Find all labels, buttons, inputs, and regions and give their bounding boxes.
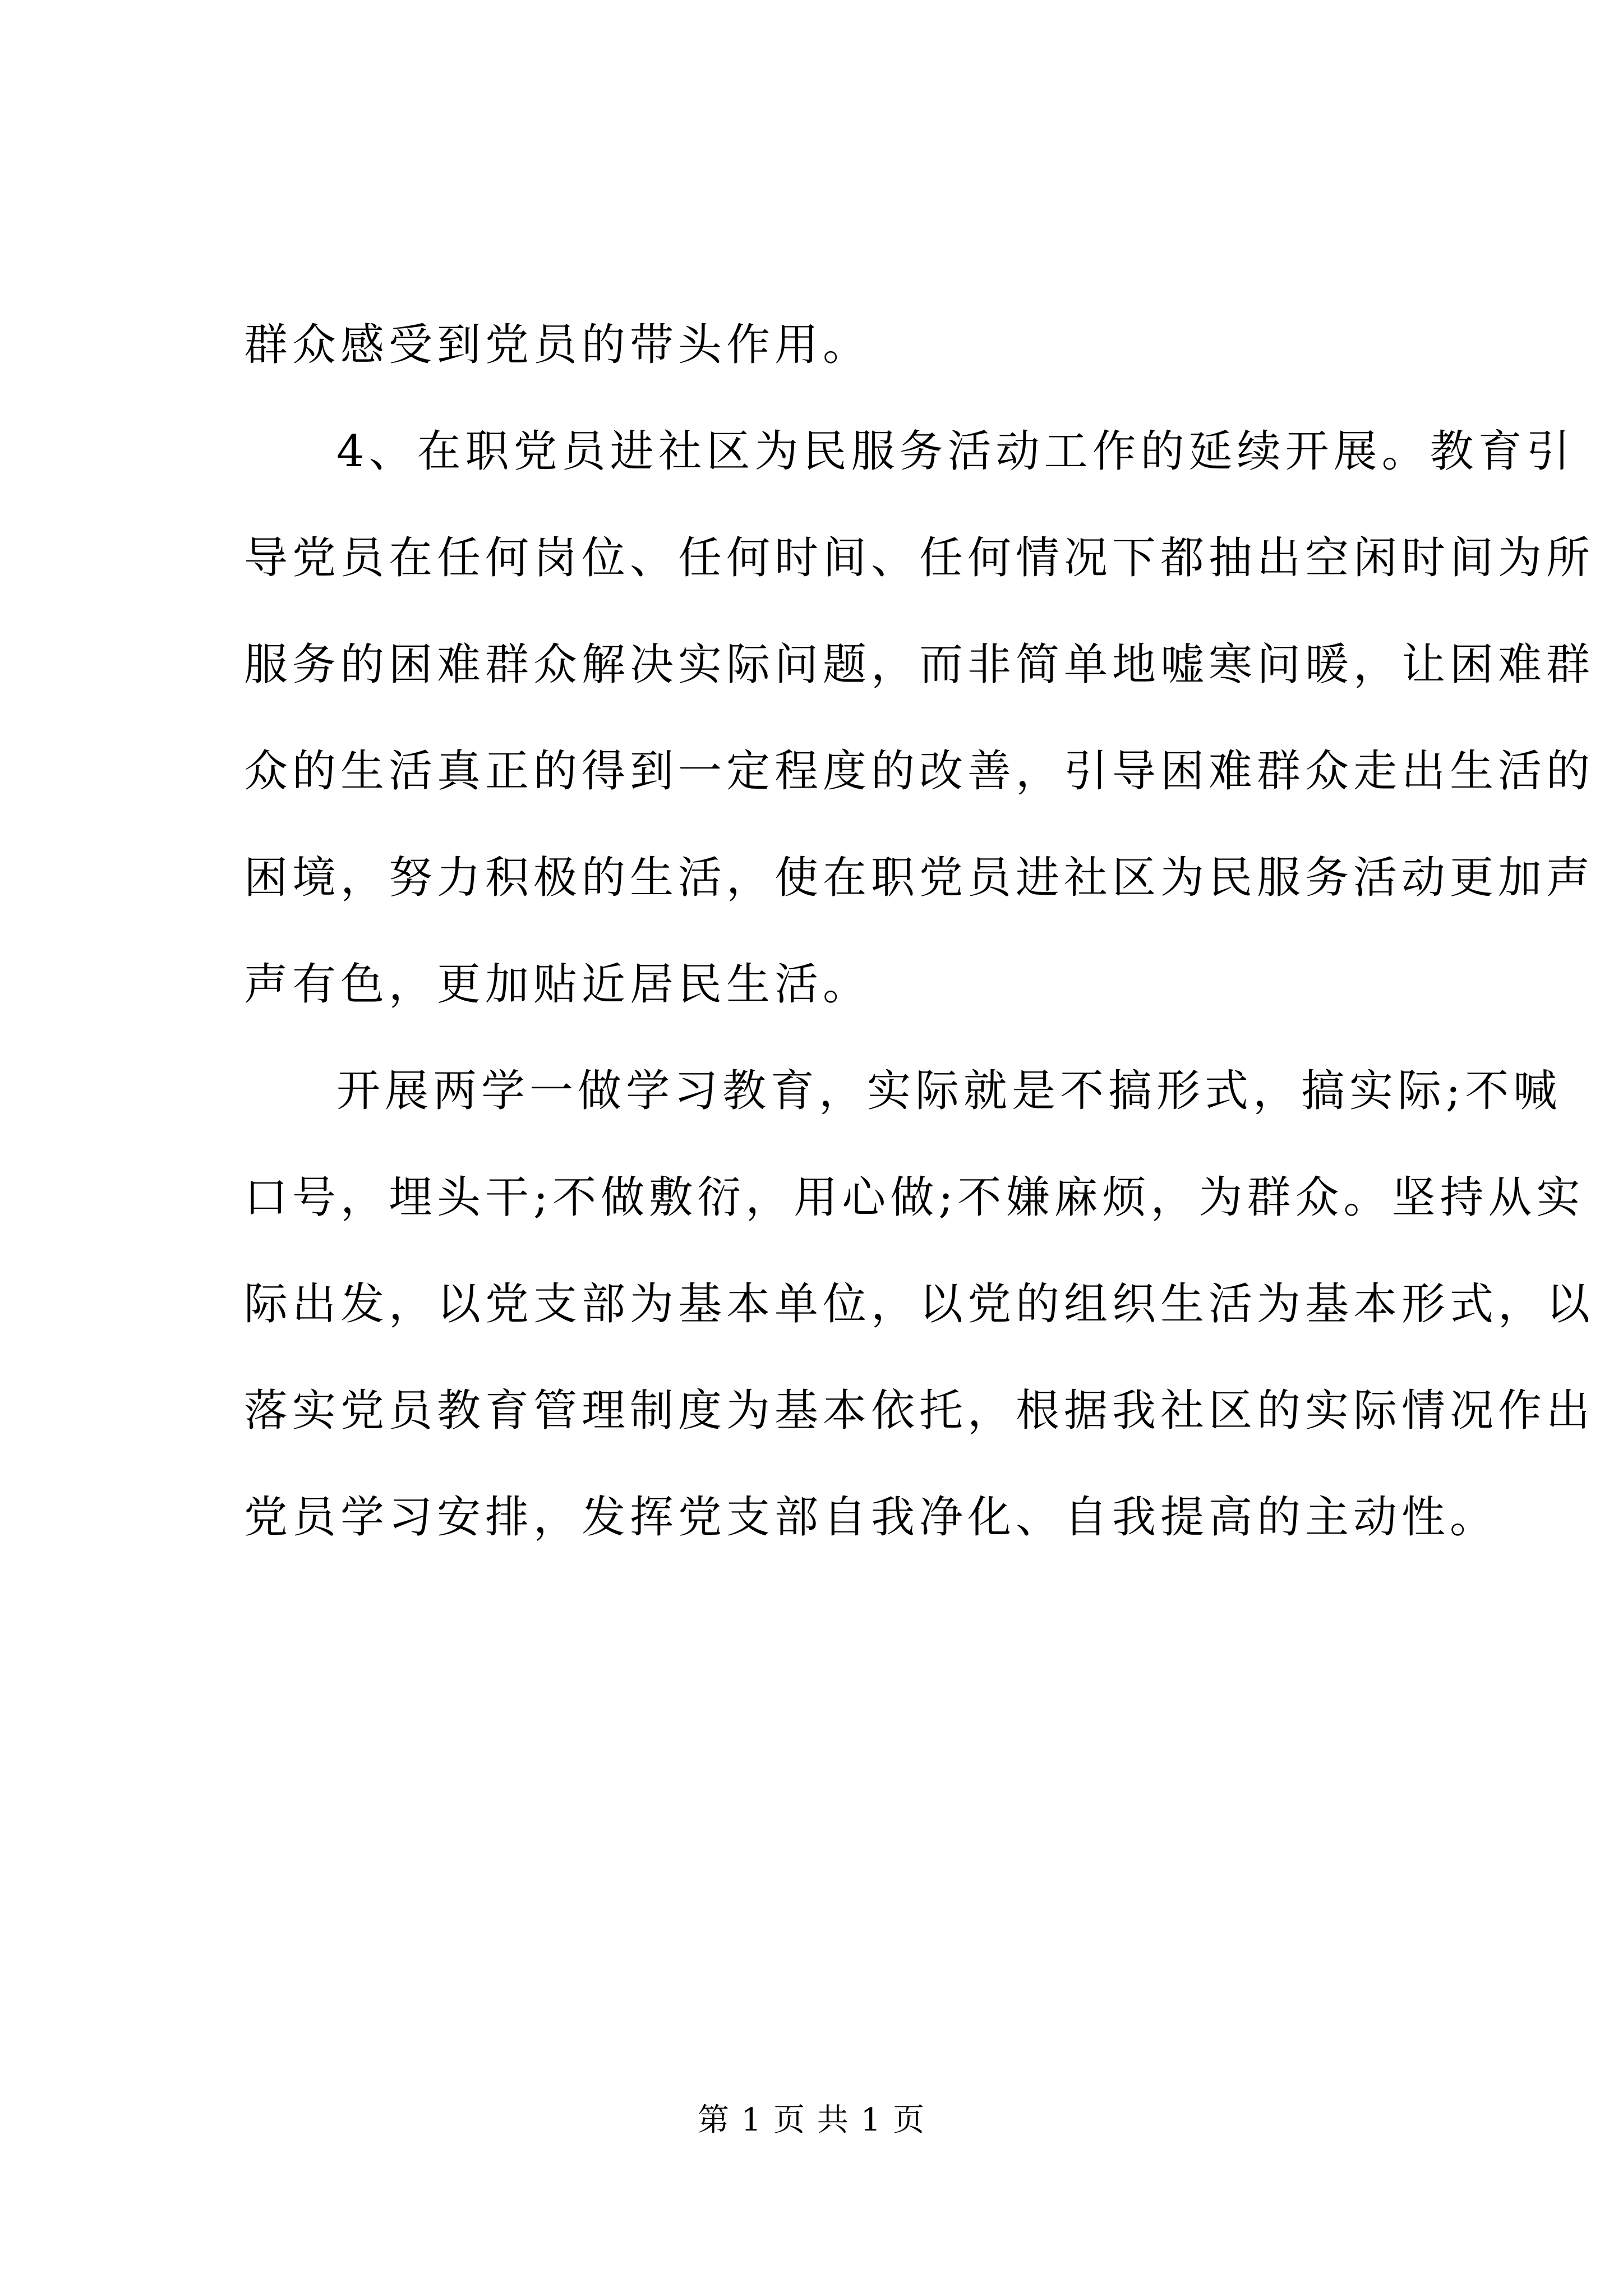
paragraph-line: 口号，埋头干;不做敷衍，用心做;不嫌麻烦，为群众。坚持从实: [244, 1172, 1585, 1223]
paragraph-3: [244, 1038, 1595, 1571]
paragraph-line: 际出发，以党支部为基本单位，以党的组织生活为基本形式，以: [244, 1279, 1595, 1329]
paragraph-line: 开展两学一做学习教育，实际就是不搞形式，搞实际;不喊: [336, 1066, 1562, 1116]
paragraph-line: 众的生活真正的得到一定程度的改善，引导困难群众走出生活的: [244, 746, 1595, 797]
document-body: [244, 292, 1595, 1571]
paragraph-line: 党员学习安排，发挥党支部自我净化、自我提高的主动性。: [244, 1492, 1498, 1543]
paragraph-line: 4、在职党员进社区为民服务活动工作的延续开展。教育引: [336, 426, 1575, 477]
paragraph-line: 困境，努力积极的生活，使在职党员进社区为民服务活动更加声: [244, 853, 1595, 903]
paragraph-line: 服务的困难群众解决实际问题，而非简单地嘘寒问暖，让困难群: [244, 639, 1595, 690]
paragraph-line: 导党员在任何岗位、任何时间、任何情况下都抽出空闲时间为所: [244, 533, 1595, 583]
paragraph-line: 声有色，更加贴近居民生活。: [244, 959, 872, 1010]
paragraph-line: 落实党员教育管理制度为基本依托，根据我社区的实际情况作出: [244, 1386, 1595, 1436]
paragraph-1: [244, 292, 1422, 398]
paragraph-2: [244, 398, 1595, 1038]
page-number-footer: 第 1 页 共 1 页: [697, 2102, 926, 2138]
paragraph-line: 群众感受到党员的带头作用。: [244, 320, 872, 370]
